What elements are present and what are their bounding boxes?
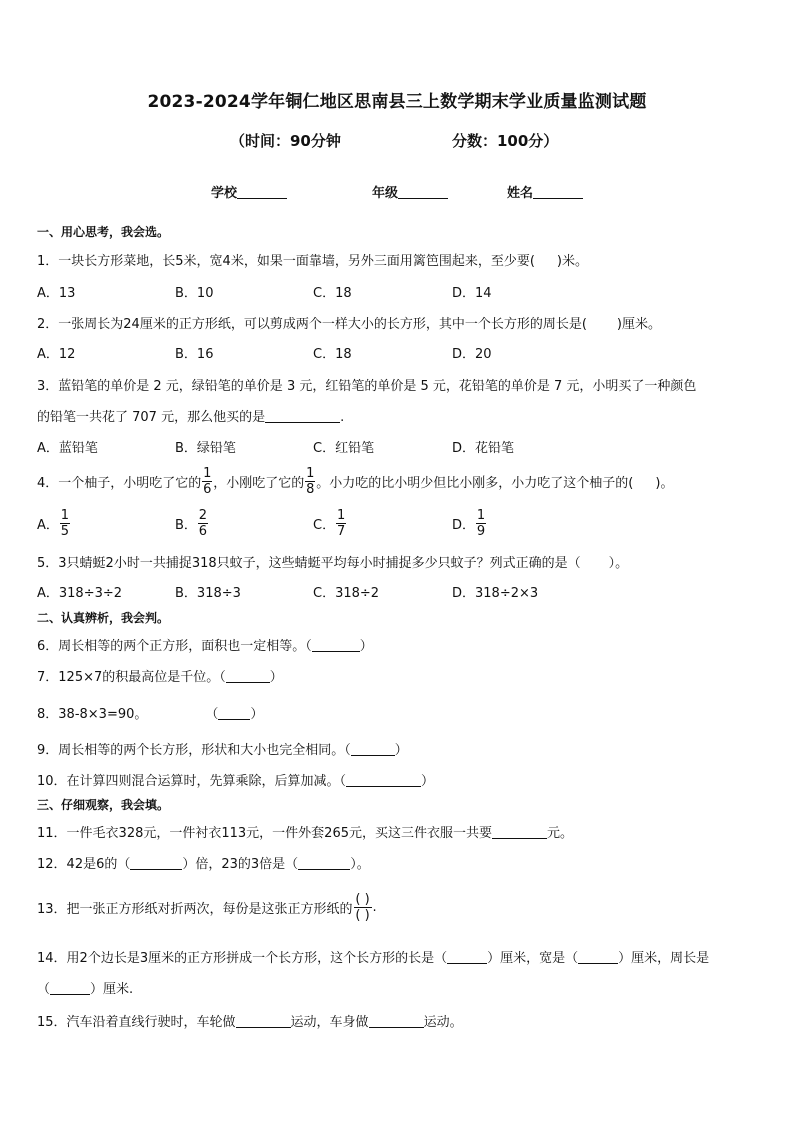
q15-blank-1[interactable]: [236, 1014, 291, 1028]
question-11: 11．一件毛衣328元，一件衬衣113元，一件外套265元，买这三件衣服一共要 元。: [37, 826, 573, 841]
question-12: 12．42是6的（ ）倍，23的3倍是（ ）。: [37, 857, 370, 872]
question-1: 1．一块长方形菜地，长5米，宽4米，如果一面靠墙，另外三面用篱笆围起来，至少要( )米。: [37, 254, 588, 269]
question-5: 5．3只蜻蜓2小时一共捕捉318只蚊子，这些蜻蜓平均每小时捕捉多少只蚊子？列式正确的是（ ）。: [37, 556, 629, 571]
grade-blank[interactable]: [398, 185, 448, 199]
question-7: 7．125×7的积最高位是千位。（ ）: [37, 670, 283, 685]
q2-option-a[interactable]: A．12: [37, 347, 76, 362]
question-14-line-1: 14．用2个边长是3厘米的正方形拼成一个长方形，这个长方形的长是（ ）厘米，宽是（ ）厘米，周长是: [37, 951, 710, 966]
q11-answer-blank[interactable]: [492, 825, 547, 839]
question-13: 13．把一张正方形纸对折两次，每份是这张正方形纸的 $\frac{( )}{( )}$ .: [37, 891, 377, 923]
q14-blank-width[interactable]: [578, 950, 618, 964]
q3-option-c[interactable]: C．红铅笔: [313, 441, 375, 456]
question-15: 15．汽车沿着直线行驶时，车轮做 运动，车身做 运动。: [37, 1015, 463, 1030]
section-1-heading: 一、用心思考，我会选。: [37, 225, 170, 239]
question-9: 9．周长相等的两个长方形，形状和大小也完全相同。（ ）: [37, 743, 408, 758]
q13-fraction-blank[interactable]: $\frac{( )}{( )}$: [355, 891, 370, 923]
q6-answer-blank[interactable]: [312, 638, 360, 652]
q4-option-a[interactable]: A． $\frac{1}{5}$: [37, 507, 70, 539]
question-3-line-2: 的铅笔一共花了 707 元，那么他买的是 .: [37, 410, 345, 425]
question-8: 8．38-8×3=90。 （ ）: [37, 707, 264, 722]
name-label: 姓名: [507, 186, 534, 201]
q4-option-b[interactable]: B． $\frac{2}{6}$: [175, 507, 208, 539]
q14-blank-length[interactable]: [447, 950, 487, 964]
q1-option-d[interactable]: D．14: [452, 286, 492, 301]
school-label: 学校: [211, 186, 238, 201]
grade-label: 年级: [372, 186, 399, 201]
q4-option-c[interactable]: C． $\frac{1}{7}$: [313, 507, 346, 539]
question-6: 6．周长相等的两个正方形，面积也一定相等。（ ）: [37, 639, 373, 654]
q5-option-d[interactable]: D．318÷2×3: [452, 586, 539, 601]
section-3-heading: 三、仔细观察，我会填。: [37, 798, 170, 812]
question-3-line-1: 3．蓝铅笔的单价是 2 元，绿铅笔的单价是 3 元，红铅笔的单价是 5 元，花铅笔的单价是 7 元，小明买了一种颜色: [37, 379, 697, 394]
q3-option-d[interactable]: D．花铅笔: [452, 441, 515, 456]
school-field[interactable]: [211, 182, 287, 201]
q3-option-b[interactable]: B．绿铅笔: [175, 441, 236, 456]
grade-field[interactable]: [372, 182, 448, 201]
q7-answer-blank[interactable]: [226, 669, 270, 683]
q4-option-d[interactable]: D． $\frac{1}{9}$: [452, 507, 486, 539]
q14-blank-perimeter[interactable]: [50, 981, 90, 995]
name-blank[interactable]: [533, 185, 583, 199]
q15-blank-2[interactable]: [369, 1014, 424, 1028]
q1-option-b[interactable]: B．10: [175, 286, 214, 301]
q9-answer-blank[interactable]: [351, 742, 395, 756]
question-4: 4．一个柚子，小明吃了它的 $\frac{1}{6}$ ，小刚吃了它的 $\frac{1}{8}$ 。小力吃的比小明少但比小刚多，小力吃了这个柚子的( )。: [37, 465, 674, 497]
q1-option-c[interactable]: C．18: [313, 286, 352, 301]
q12-blank-2[interactable]: [298, 856, 350, 870]
q2-option-d[interactable]: D．20: [452, 347, 492, 362]
q5-option-c[interactable]: C．318÷2: [313, 586, 380, 601]
exam-time: （时间：90分钟: [230, 132, 341, 150]
q10-answer-blank[interactable]: [346, 773, 421, 787]
exam-score: 分数：100分）: [452, 132, 559, 150]
q2-option-b[interactable]: B．16: [175, 347, 214, 362]
name-field[interactable]: [507, 182, 583, 201]
school-blank[interactable]: [237, 185, 287, 199]
q3-option-a[interactable]: A．蓝铅笔: [37, 441, 98, 456]
q5-option-a[interactable]: A．318÷3÷2: [37, 586, 123, 601]
q5-option-b[interactable]: B．318÷3: [175, 586, 241, 601]
section-2-heading: 二、认真辨析，我会判。: [37, 611, 170, 625]
q1-option-a[interactable]: A．13: [37, 286, 76, 301]
exam-title: 2023-2024学年铜仁地区思南县三上数学期末学业质量监测试题: [147, 92, 647, 112]
q8-answer-blank[interactable]: [218, 706, 250, 720]
q2-option-c[interactable]: C．18: [313, 347, 352, 362]
question-2: 2．一张周长为24厘米的正方形纸，可以剪成两个一样大小的长方形，其中一个长方形的周长是( )厘米。: [37, 317, 661, 332]
question-14-line-2: （ ）厘米.: [37, 982, 134, 997]
question-10: 10．在计算四则混合运算时，先算乘除，后算加减。（ ）: [37, 774, 435, 789]
q12-blank-1[interactable]: [130, 856, 182, 870]
